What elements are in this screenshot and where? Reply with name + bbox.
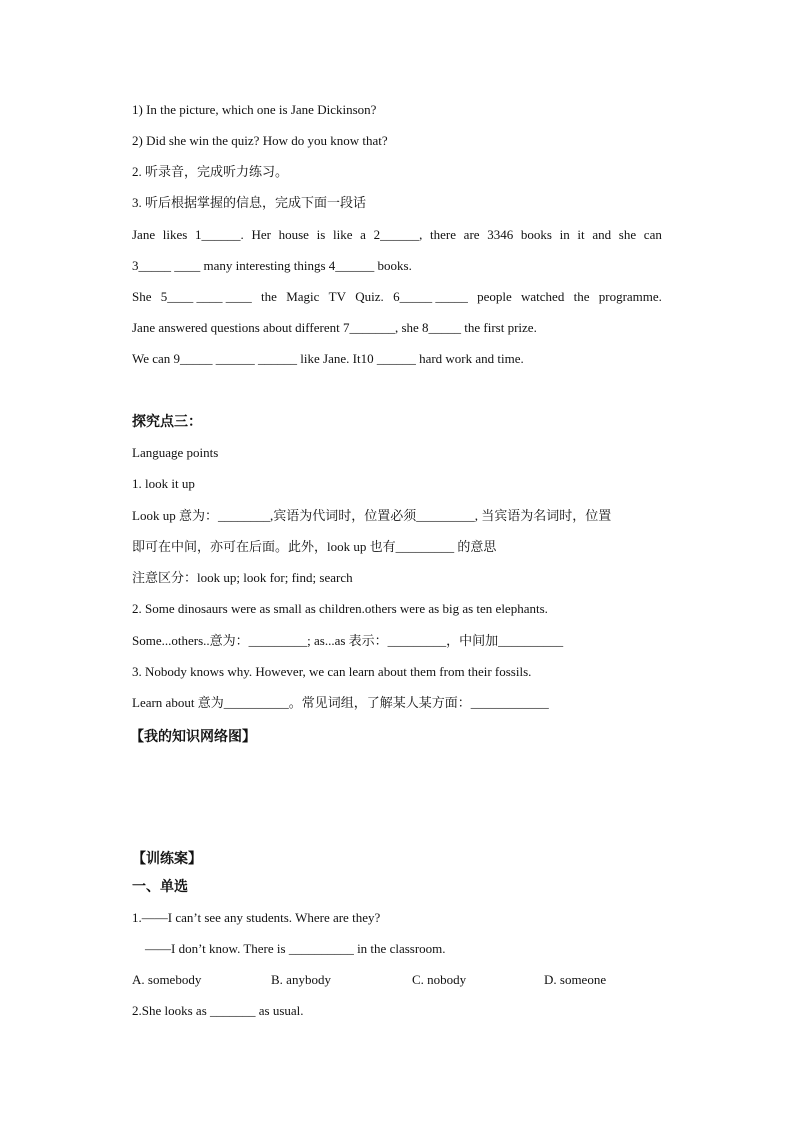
word: programme. [598,289,662,304]
word: she [618,227,637,242]
word: the [261,289,277,304]
word: She [132,289,152,304]
word: in [559,227,570,242]
word: the [573,289,590,304]
option-a[interactable]: A. somebody [132,972,202,987]
point-2-title: 2. Some dinosaurs were as small as children.others were as big as ten elephants. [132,601,548,616]
word: Her [251,227,271,242]
word: 5____ ____ ____ [160,289,252,304]
explore-point-heading: 探究点三： [132,414,202,430]
word: watched [521,289,565,304]
word: a [360,227,366,242]
word: Quiz. [355,289,384,304]
word: like [332,227,353,242]
option-c[interactable]: C. nobody [412,972,467,987]
word: can [643,227,662,242]
option-b[interactable]: B. anybody [271,972,331,987]
task-complete-paragraph: 3. 听后根据掌握的信息，完成下面一段话 [132,195,367,210]
point-3-line-1: Learn about 意为__________。常见词组，了解某人某方面：____________ [132,695,549,710]
word: 3346 [487,227,514,242]
option-d[interactable]: D. someone [544,972,607,987]
word: people [477,289,512,304]
word: likes [162,227,188,242]
practice-q1-options [132,972,612,988]
language-points-label: Language points [132,445,219,460]
word: TV [328,289,347,304]
word: Magic [286,289,320,304]
word: is [316,227,326,242]
task-listen-recording: 2. 听录音，完成听力练习。 [132,164,289,179]
knowledge-network-heading: 【我的知识网络图】 [130,729,256,745]
practice-q1-line-2: ——I don’t know. There is __________ in the classroom. [145,941,446,956]
word: books [520,227,552,242]
question-jane-dickinson: 1) In the picture, which one is Jane Dickinson? [132,102,377,117]
practice-q1-line-1: 1.——I can’t see any students. Where are they? [132,910,381,925]
paragraph-line-5: We can 9_____ ______ ______ like Jane. It10 ______ hard work and time. [132,351,524,366]
point-2-line-1: Some...others..意为：_________; as...as 表示：_________，中间加__________ [132,633,564,648]
word: there [430,227,456,242]
question-win-quiz: 2) Did she win the quiz? How do you know that? [132,133,388,148]
practice-heading: 【训练案】 [132,851,202,867]
word: 6_____ _____ [393,289,468,304]
word: it [577,227,585,242]
paragraph-line-4: Jane answered questions about different 7_______, she 8_____ the first prize. [132,320,537,335]
paragraph-line-2: 3_____ ____ many interesting things 4______ books. [132,258,412,273]
word: are [463,227,480,242]
word: and [592,227,612,242]
point-1-line-3: 注意区分：look up; look for; find; search [132,570,353,585]
point-3-title: 3. Nobody knows why. However, we can learn about them from their fossils. [132,664,532,679]
word: 1______. [195,227,244,242]
word: Jane [132,227,156,242]
paragraph-line-3 [132,289,662,305]
word: house [278,227,309,242]
practice-q2-line-1: 2.She looks as _______ as usual. [132,1003,304,1018]
point-1-title: 1. look it up [132,476,195,491]
point-1-line-2: 即可在中间，亦可在后面。此外，look up 也有_________ 的意思 [132,539,497,554]
single-choice-heading: 一、单选 [132,879,188,895]
point-1-line-1: Look up 意为：________,宾语为代词时，位置必须_________, 当宾语为名词时，位置 [132,508,612,523]
word: 2______, [373,227,423,242]
paragraph-line-1 [132,227,662,243]
